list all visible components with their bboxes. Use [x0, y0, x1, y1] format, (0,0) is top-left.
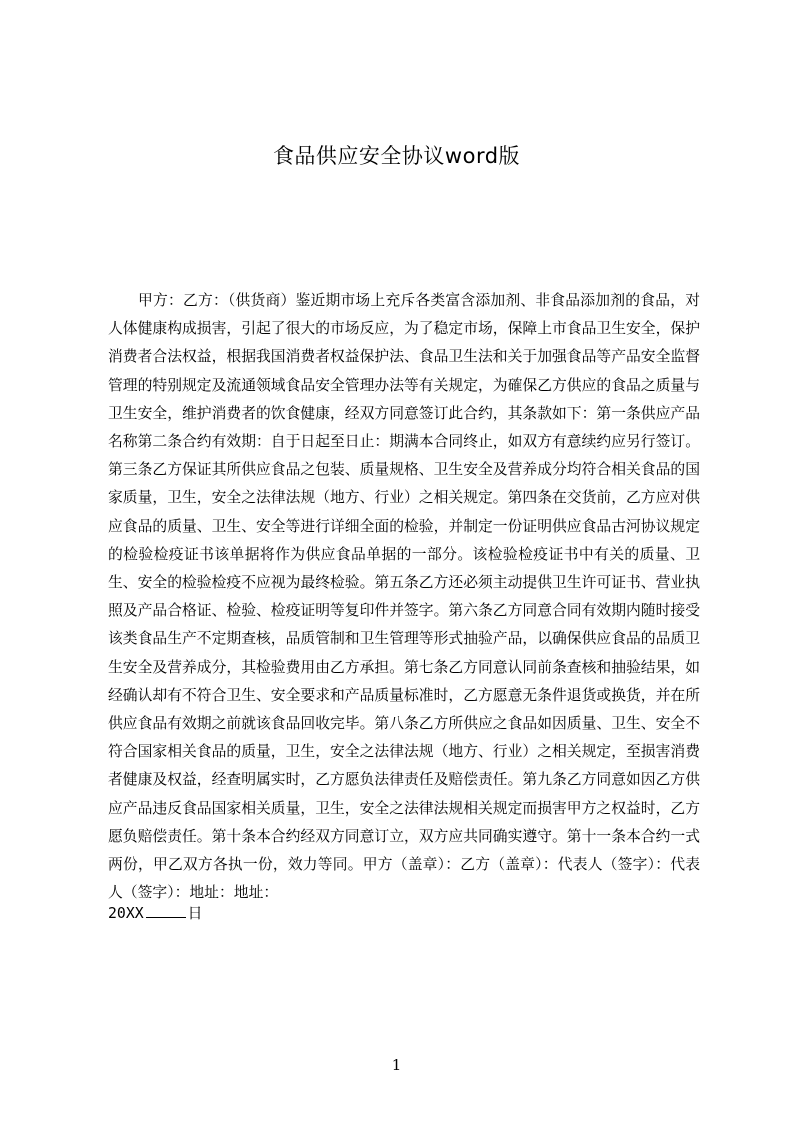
document-title: 食品供应安全协议word版: [272, 144, 521, 168]
date-year: 20XX: [108, 905, 144, 922]
page-number: 1: [391, 1056, 402, 1074]
document-body-paragraph: 甲方：乙方：（供货商）鉴近期市场上充斥各类富含添加剂、非食品添加剂的食品，对人体健康构成损害，引起了很大的市场反应，为了稳定市场，保障上市食品卫生安全，保护消费者合法权益，根据我国消费者权益保护法、食品卫生法和关于加强食品等产品安全监督管理的特别规定及流通领域食品安全管理办法等有关规定，为確保乙方供应的食品之质量与卫生安全，维护消费者的饮食健康，经双方同意签订此合约，其条款如下：第一条供应产品名称第二条合约有效期：自于日起至日止：期满本合同终止，如双方有意续约应另行签订。第三条乙方保证其所供应食品之包装、质量规格、卫生安全及营养成分均符合相关食品的国家质量，卫生，安全之法律法规（地方、行业）之相关规定。第四条在交货前，乙方应对供应食品的质量、卫生、安全等进行详细全面的检验，并制定一份证明供应食品古河协议规定的检验检疫证书该单据将作为供应食品单据的一部分。该检验检疫证书中有关的质量、卫生、安全的检验检疫不应视为最终检验。第五条乙方还必须主动提供卫生许可证书、营业执照及产品合格证、检验、检疫证明等复印件并签字。第六条乙方同意合同有效期内随时接受该类食品生产不定期查核，品质管制和卫生管理等形式抽验产品，以确保供应食品的品质卫生安全及营养成分，其检验费用由乙方承担。第七条乙方同意认同前条查核和抽验结果，如经确认却有不符合卫生、安全要求和产品质量标准时，乙方愿意无条件退货或换货，并在所供应食品有效期之前就该食品回收完毕。第八条乙方所供应之食品如因质量、卫生、安全不符合国家相关食品的质量，卫生，安全之法律法规（地方、行业）之相关规定，至损害消费者健康及权益，经查明属实时，乙方愿负法律责任及赔偿责任。第九条乙方同意如因乙方供应产品违反食品国家相关质量，卫生，安全之法律法规相关规定而损害甲方之权益时，乙方愿负赔偿责任。第十条本合约经双方同意订立，双方应共同确实遵守。第十一条本合约一式两份，甲乙双方各执一份，效力等同。甲方（盖章）：乙方（盖章）：代表人（签字）：代表人（签字）：地址：地址：: [108, 292, 700, 902]
date-line: [108, 900, 202, 928]
date-blank: [146, 902, 186, 918]
date-day-label: 日: [187, 905, 203, 922]
